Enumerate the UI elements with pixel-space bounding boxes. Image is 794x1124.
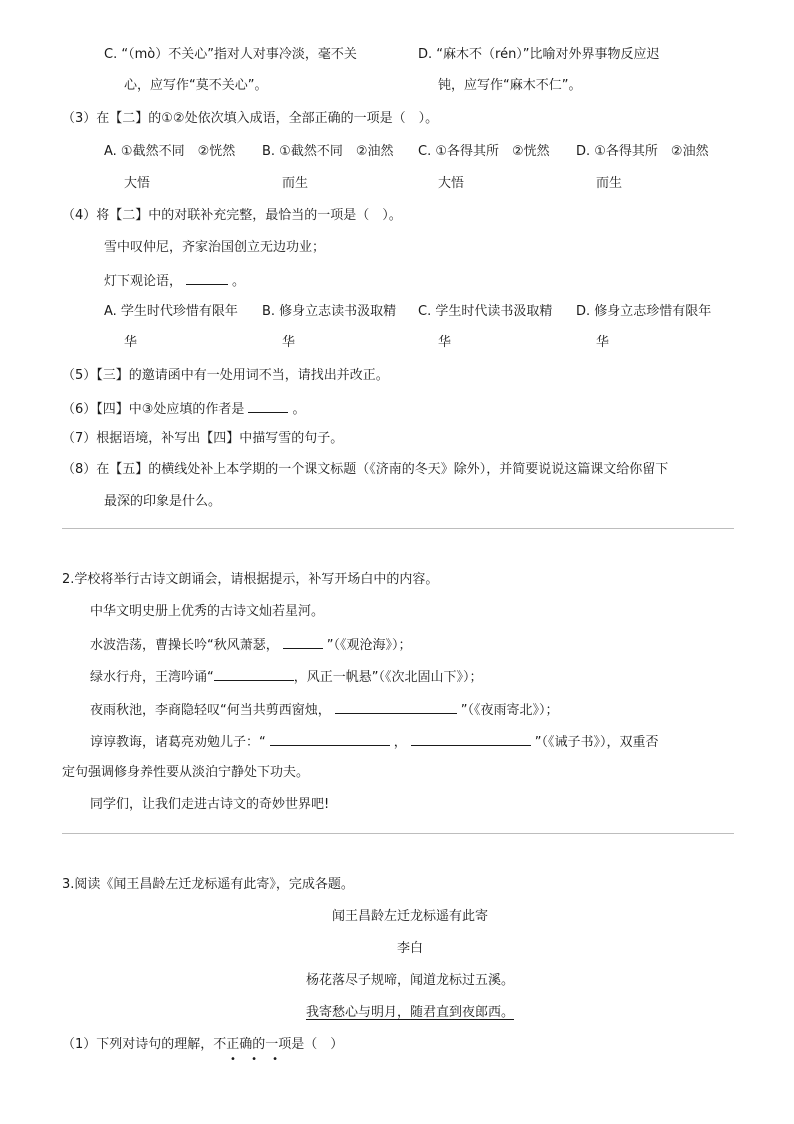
cibeigushan-text: 绿水行舟，王湾吟诵“ <box>90 670 214 685</box>
section3-title: 3.阅读《闻王昌龄左迁龙标遥有此寄》，完成各题。 <box>62 877 354 892</box>
q4-option-b-line1: B. 修身立志读书汲取精 <box>262 304 397 319</box>
q3-option-d-line1: D. ①各得其所 ②油然 <box>576 144 709 159</box>
cibeigushan-blank[interactable] <box>214 667 294 681</box>
q3-option-a-line2: 大悟 <box>124 176 151 191</box>
q3-stem: （3）在【二】的①②处依次填入成语，全部正确的一项是（ ）。 <box>62 111 439 126</box>
jiezishu-blank-2[interactable] <box>411 732 531 746</box>
yeyujibei-source: ”（《夜雨寄北》）； <box>460 703 559 718</box>
option-d-line2: 钝，应写作“麻木不仁”。 <box>438 78 582 93</box>
poem-line-2 <box>200 1005 620 1021</box>
q3-option-b-line2: 而生 <box>282 176 309 191</box>
q5-stem: （5）【三】的邀请函中有一处用词不当，请找出并改正。 <box>62 368 389 383</box>
section3-q1-stem: （1）下列对诗句的理解，不正确的一项是（ ） <box>62 1037 344 1052</box>
q6-end: 。 <box>292 402 306 417</box>
section2-line-guanchanghai <box>90 635 412 654</box>
option-d-line1: D. “麻木不（rén）”比喻对外界事物反应迟 <box>418 47 660 62</box>
q3-option-a-line1: A. ①截然不同 ②恍然 <box>104 144 236 159</box>
q3-option-d-line2: 而生 <box>596 176 623 191</box>
jiezishu-comma: ， <box>393 735 407 750</box>
q3-option-c-line2: 大悟 <box>438 176 465 191</box>
section2-line-continuation: 定句强调修身养性要从淡泊宁静处下功夫。 <box>62 765 310 780</box>
option-c-line1: C. “（mò）不关心”指对人对事冷淡，毫不关 <box>104 47 357 62</box>
poem-line-1: 杨花落尽子规啼，闻道龙标过五溪。 <box>305 973 514 988</box>
q6-stem <box>62 399 305 418</box>
q4-option-c-line1: C. 学生时代读书汲取精 <box>418 304 553 319</box>
poem-title: 闻王昌龄左迁龙标遥有此寄 <box>331 909 488 924</box>
q8-stem-line2: 最深的印象是什么。 <box>104 494 222 509</box>
q4-couplet-line2-text: 灯下观论语， <box>104 274 183 289</box>
guanchanghai-blank[interactable] <box>283 635 323 649</box>
q7-stem: （7）根据语境，补写出【四】中描写雪的句子。 <box>62 431 344 446</box>
q6-answer-blank[interactable] <box>248 399 288 413</box>
q4-couplet-line2 <box>104 271 245 290</box>
emphasis-dots: • • • <box>230 1054 285 1065</box>
poem-line-2-text: 我寄愁心与明月，随君直到夜郎西。 <box>305 1005 514 1020</box>
jiezishu-source: ”（《诫子书》），双重否 <box>534 735 659 750</box>
q4-option-b-line2: 华 <box>282 335 296 350</box>
q4-couplet-line2-end: 。 <box>232 274 246 289</box>
section2-closing: 同学们，让我们走进古诗文的奇妙世界吧! <box>90 797 330 812</box>
jiezishu-blank-1[interactable] <box>270 732 390 746</box>
option-c-line2: 心，应写作“莫不关心”。 <box>124 78 268 93</box>
section2-intro: 中华文明史册上优秀的古诗文灿若星河。 <box>90 604 325 619</box>
section2-line-yeyujibei <box>90 700 559 719</box>
yeyujibei-blank[interactable] <box>335 700 457 714</box>
q4-option-d-line2: 华 <box>596 335 610 350</box>
cibeigushan-source: ，风正一帆悬”（《次北固山下》）； <box>293 670 483 685</box>
q4-option-d-line1: D. 修身立志珍惜有限年 <box>576 304 712 319</box>
section-divider-1 <box>62 528 734 529</box>
section-divider-2 <box>62 833 734 834</box>
q4-option-a-line2: 华 <box>124 335 138 350</box>
q3-option-c-line1: C. ①各得其所 ②恍然 <box>418 144 550 159</box>
q4-option-c-line2: 华 <box>438 335 452 350</box>
q4-couplet-line1: 雪中叹仲尼，齐家治国创立无边功业； <box>104 240 326 255</box>
section2-title: 2.学校将举行古诗文朗诵会，请根据提示，补写开场白中的内容。 <box>62 572 439 587</box>
q4-stem: （4）将【二】中的对联补充完整，最恰当的一项是（ ）。 <box>62 208 402 223</box>
q3-option-b-line1: B. ①截然不同 ②油然 <box>262 144 394 159</box>
q6-text: （6）【四】中③处应填的作者是 <box>62 402 245 417</box>
guanchanghai-text: 水波浩荡，曹操长吟“秋风萧瑟， <box>90 638 279 653</box>
q4-option-a-line1: A. 学生时代珍惜有限年 <box>104 304 238 319</box>
guanchanghai-source: ”（《观沧海》）； <box>326 638 412 653</box>
q4-answer-blank[interactable] <box>186 271 228 285</box>
section2-line-jiezishu <box>90 732 659 751</box>
jiezishu-text: 谆谆教诲，诸葛亮劝勉儿子：“ <box>90 735 266 750</box>
section2-line-cibeigushan <box>90 667 483 686</box>
yeyujibei-text: 夜雨秋池，李商隐轻叹“何当共剪西窗烛， <box>90 703 331 718</box>
q8-stem-line1: （8）在【五】的横线处补上本学期的一个课文标题（《济南的冬天》除外），并简要说说这篇课文给你留下 <box>62 462 669 477</box>
poem-author: 李白 <box>396 941 423 956</box>
